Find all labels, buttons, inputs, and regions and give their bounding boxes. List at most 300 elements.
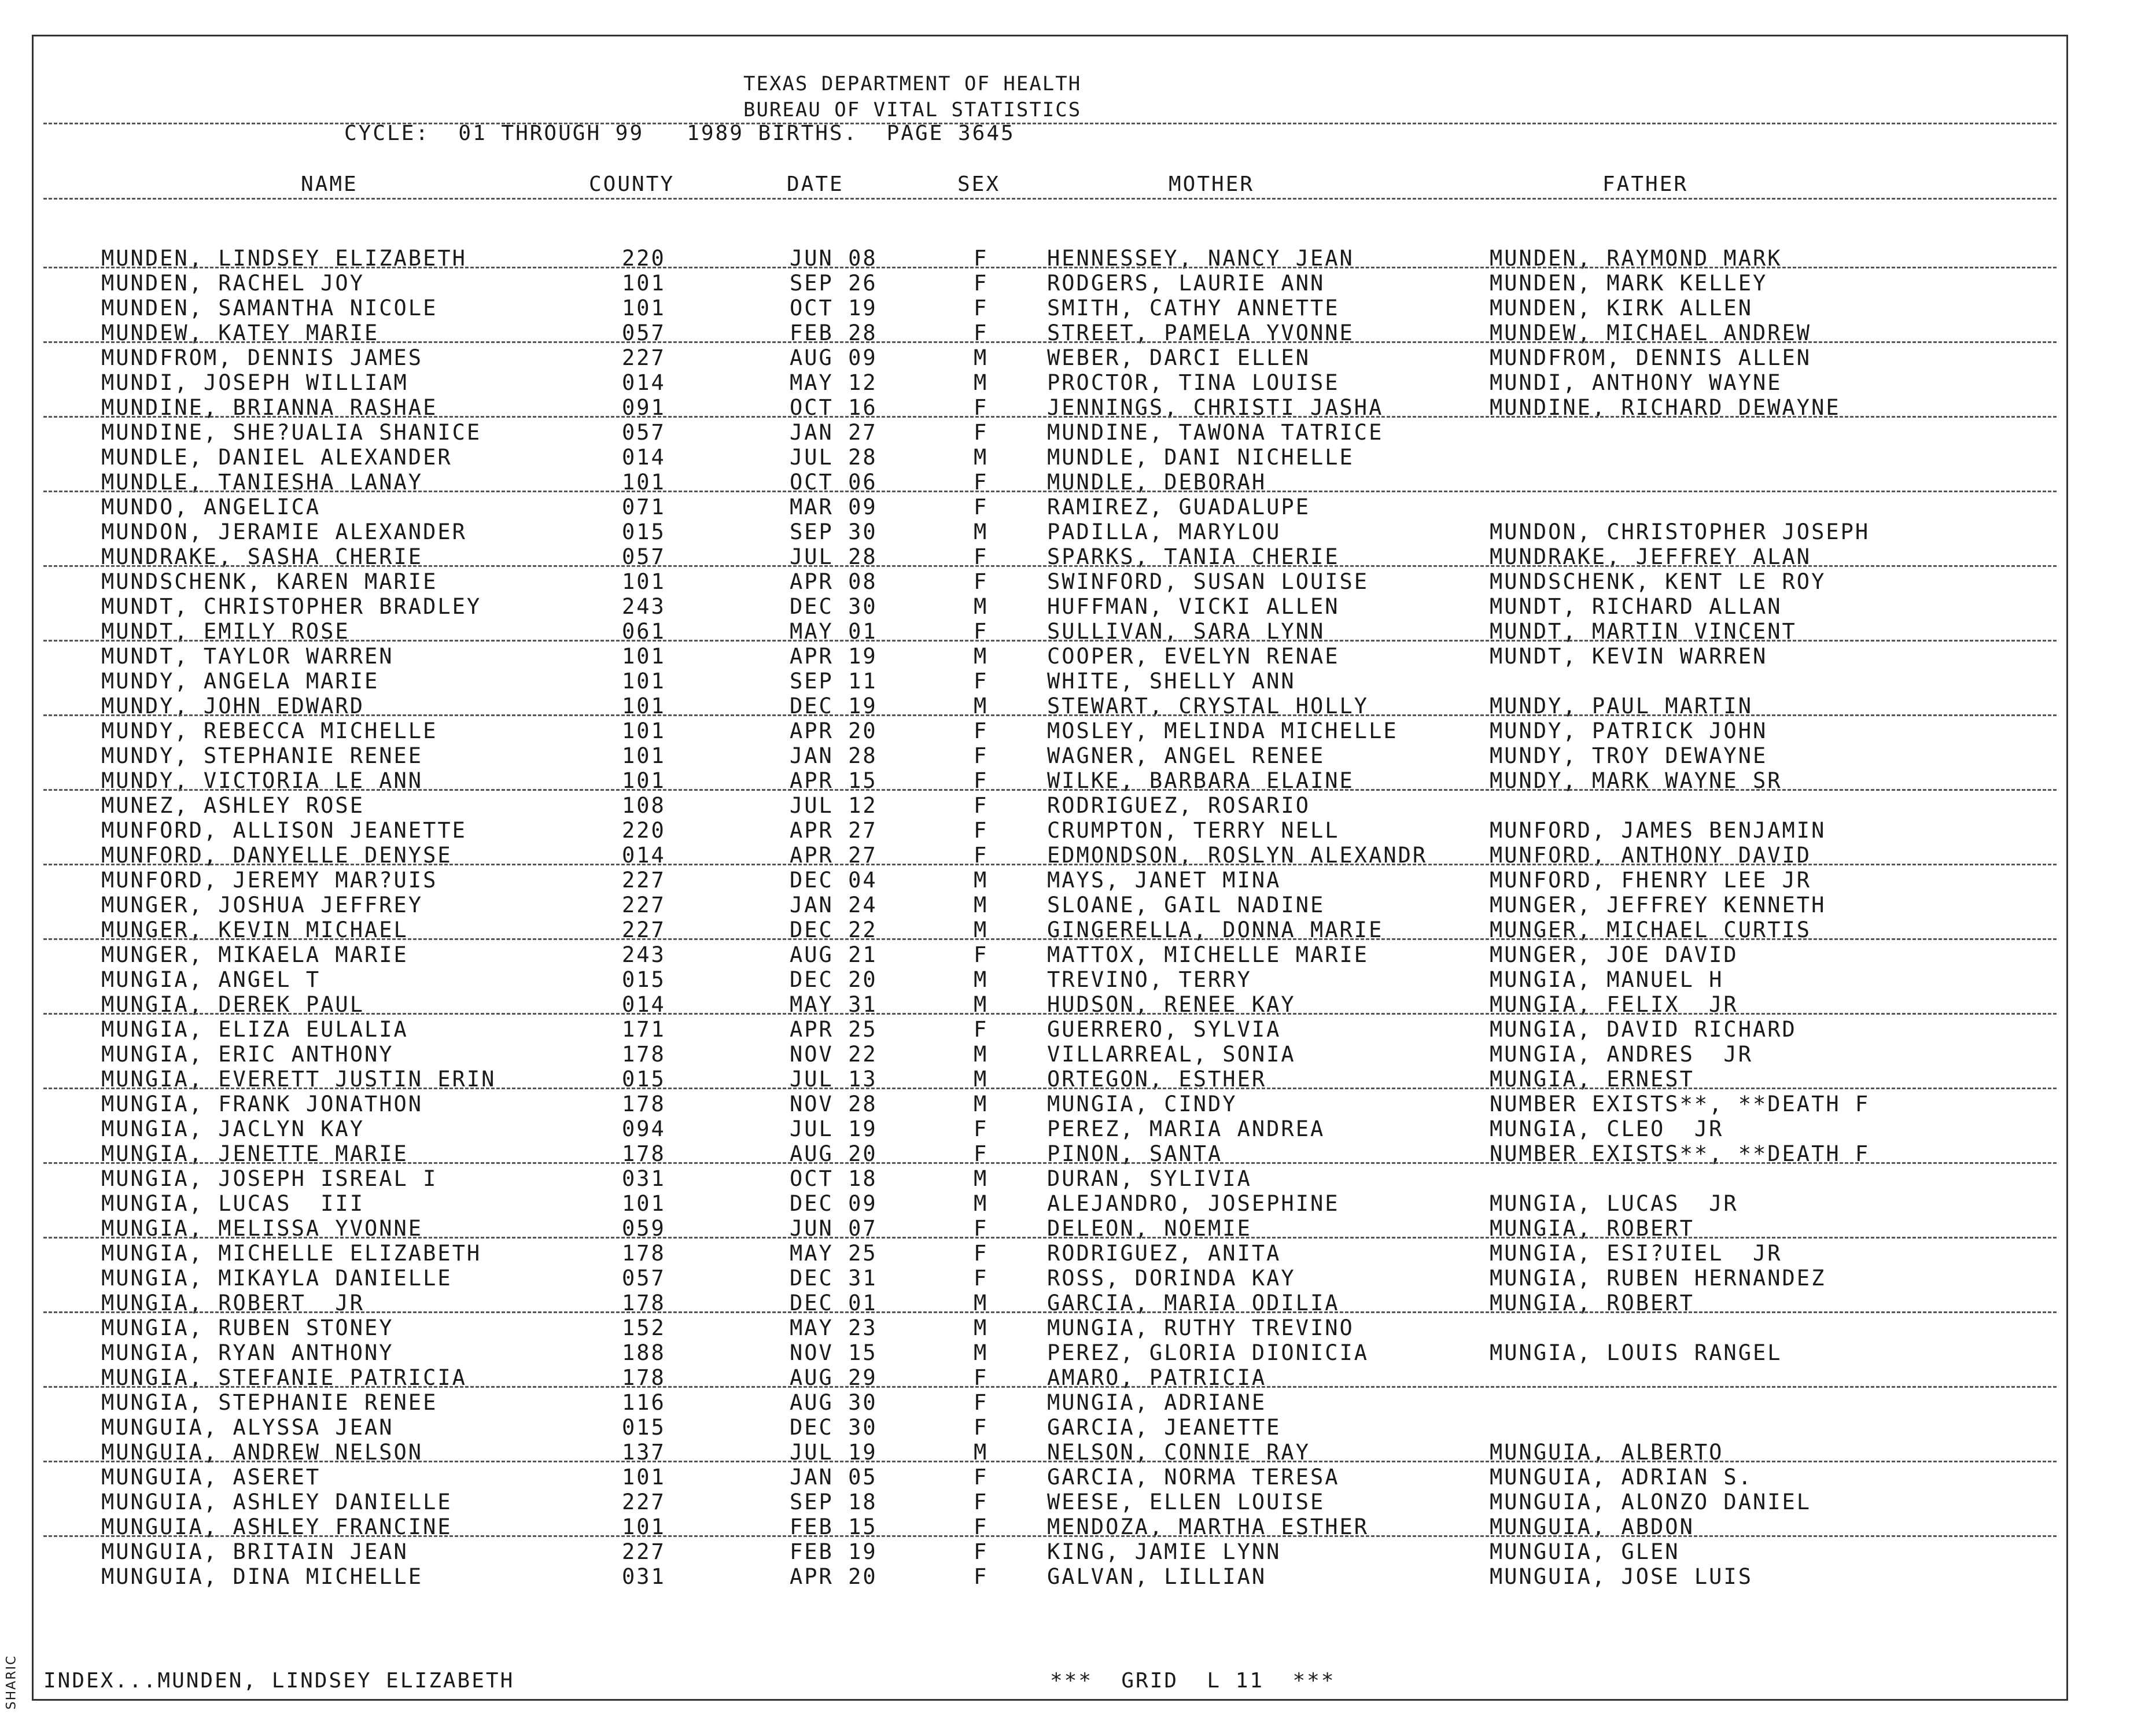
- record-father: MUNGUIA, ALBERTO: [1490, 1440, 1724, 1465]
- record-name: MUNDI, JOSEPH WILLIAM: [101, 370, 408, 395]
- record-name: MUNDY, ANGELA MARIE: [101, 669, 379, 694]
- record-date: SEP 18: [790, 1490, 878, 1514]
- record-date: JUN 07: [790, 1216, 878, 1241]
- record-date: DEC 20: [790, 967, 878, 992]
- bureau-title: BUREAU OF VITAL STATISTICS: [743, 98, 1082, 121]
- record-name: MUNDEW, KATEY MARIE: [101, 320, 379, 345]
- record-county: 014: [622, 445, 666, 470]
- record-name: MUNFORD, JEREMY MAR?UIS: [101, 868, 438, 893]
- record-county: 014: [622, 370, 666, 395]
- record-father: MUNGIA, ROBERT: [1490, 1216, 1694, 1241]
- record-mother: MATTOX, MICHELLE MARIE: [1047, 942, 1369, 967]
- record-county: 071: [622, 495, 666, 519]
- record-mother: SPARKS, TANIA CHERIE: [1047, 544, 1340, 569]
- record-mother: PROCTOR, TINA LOUISE: [1047, 370, 1340, 395]
- record-row: [0, 1415, 2130, 1440]
- record-county: 227: [622, 1490, 666, 1514]
- record-sex: F: [974, 544, 989, 569]
- record-county: 101: [622, 1514, 666, 1539]
- column-header-date: DATE: [787, 172, 844, 196]
- record-mother: WHITE, SHELLY ANN: [1047, 669, 1296, 694]
- record-row: [0, 1241, 2130, 1266]
- record-mother: HENNESSEY, NANCY JEAN: [1047, 246, 1354, 271]
- record-row: [0, 619, 2130, 644]
- column-header-county: COUNTY: [589, 172, 675, 196]
- record-row: [0, 395, 2130, 420]
- record-sex: F: [974, 1490, 989, 1514]
- record-row: [0, 544, 2130, 569]
- record-father: MUNDRAKE, JEFFREY ALAN: [1490, 544, 1812, 569]
- record-county: 061: [622, 619, 666, 644]
- record-row: [0, 345, 2130, 370]
- record-mother: GUERRERO, SYLVIA: [1047, 1017, 1281, 1042]
- record-sex: M: [974, 345, 989, 370]
- record-mother: MUNDLE, DANI NICHELLE: [1047, 445, 1354, 470]
- record-row: [0, 1141, 2130, 1166]
- record-county: 227: [622, 917, 666, 942]
- record-father: MUNDINE, RICHARD DEWAYNE: [1490, 395, 1841, 420]
- record-sex: F: [974, 246, 989, 271]
- record-father: MUNDT, RICHARD ALLAN: [1490, 594, 1782, 619]
- record-name: MUNDLE, DANIEL ALEXANDER: [101, 445, 452, 470]
- record-row: [0, 470, 2130, 495]
- record-mother: GARCIA, JEANETTE: [1047, 1415, 1281, 1440]
- record-county: 101: [622, 768, 666, 793]
- record-date: DEC 30: [790, 594, 878, 619]
- record-father: MUNGIA, LOUIS RANGEL: [1490, 1340, 1782, 1365]
- record-father: MUNGIA, RUBEN HERNANDEZ: [1490, 1266, 1826, 1291]
- record-county: 101: [622, 296, 666, 320]
- record-row: [0, 519, 2130, 544]
- column-header-father: FATHER: [1602, 172, 1689, 196]
- record-sex: F: [974, 619, 989, 644]
- record-mother: HUDSON, RENEE KAY: [1047, 992, 1296, 1017]
- record-father: MUNGIA, DAVID RICHARD: [1490, 1017, 1797, 1042]
- record-county: 015: [622, 1415, 666, 1440]
- record-county: 015: [622, 1067, 666, 1092]
- record-row: [0, 694, 2130, 718]
- record-county: 220: [622, 818, 666, 843]
- record-mother: WILKE, BARBARA ELAINE: [1047, 768, 1354, 793]
- record-sex: M: [974, 917, 989, 942]
- record-sex: F: [974, 1116, 989, 1141]
- record-name: MUNDLE, TANIESHA LANAY: [101, 470, 423, 495]
- record-sex: F: [974, 395, 989, 420]
- record-row: [0, 1291, 2130, 1315]
- record-county: 227: [622, 1539, 666, 1564]
- record-county: 116: [622, 1390, 666, 1415]
- record-father: MUNGER, MICHAEL CURTIS: [1490, 917, 1812, 942]
- record-name: MUNGIA, RYAN ANTHONY: [101, 1340, 394, 1365]
- record-county: 220: [622, 246, 666, 271]
- record-mother: STREET, PAMELA YVONNE: [1047, 320, 1354, 345]
- record-row: [0, 917, 2130, 942]
- record-date: JAN 05: [790, 1465, 878, 1490]
- record-father: MUNDT, KEVIN WARREN: [1490, 644, 1768, 669]
- record-sex: M: [974, 1166, 989, 1191]
- record-date: MAR 09: [790, 495, 878, 519]
- record-sex: M: [974, 1440, 989, 1465]
- record-date: SEP 11: [790, 669, 878, 694]
- record-mother: DURAN, SYLIVIA: [1047, 1166, 1252, 1191]
- record-mother: SMITH, CATHY ANNETTE: [1047, 296, 1340, 320]
- record-sex: M: [974, 594, 989, 619]
- record-county: 015: [622, 519, 666, 544]
- record-mother: KING, JAMIE LYNN: [1047, 1539, 1281, 1564]
- record-sex: M: [974, 1042, 989, 1067]
- record-mother: MAYS, JANET MINA: [1047, 868, 1281, 893]
- record-row: [0, 818, 2130, 843]
- cycle-line: CYCLE: 01 THROUGH 99 1989 BIRTHS. PAGE 3645: [344, 121, 1015, 145]
- record-name: MUNGIA, MELISSA YVONNE: [101, 1216, 423, 1241]
- record-father: MUNDY, TROY DEWAYNE: [1490, 743, 1768, 768]
- record-date: APR 20: [790, 1564, 878, 1589]
- record-sex: F: [974, 1266, 989, 1291]
- record-sex: F: [974, 569, 989, 594]
- record-name: MUNGIA, STEPHANIE RENEE: [101, 1390, 438, 1415]
- record-name: MUNGUIA, ASERET: [101, 1465, 321, 1490]
- side-mark-text: SHARIC: [4, 1654, 19, 1709]
- record-county: 014: [622, 843, 666, 868]
- record-sex: M: [974, 967, 989, 992]
- record-mother: DELEON, NOEMIE: [1047, 1216, 1252, 1241]
- record-date: JAN 28: [790, 743, 878, 768]
- column-header-name: NAME: [301, 172, 358, 196]
- record-mother: MUNDINE, TAWONA TATRICE: [1047, 420, 1384, 445]
- record-mother: JENNINGS, CHRISTI JASHA: [1047, 395, 1384, 420]
- record-sex: M: [974, 868, 989, 893]
- record-father: MUNDY, PAUL MARTIN: [1490, 694, 1753, 718]
- record-name: MUNDINE, BRIANNA RASHAE: [101, 395, 438, 420]
- record-sex: M: [974, 644, 989, 669]
- record-father: MUNDEW, MICHAEL ANDREW: [1490, 320, 1812, 345]
- record-name: MUNDEN, LINDSEY ELIZABETH: [101, 246, 467, 271]
- record-sex: F: [974, 1365, 989, 1390]
- record-county: 101: [622, 669, 666, 694]
- record-sex: M: [974, 519, 989, 544]
- record-row: [0, 1514, 2130, 1539]
- record-name: MUNGIA, JACLYN KAY: [101, 1116, 364, 1141]
- record-name: MUNGIA, JOSEPH ISREAL I: [101, 1166, 438, 1191]
- record-name: MUNGUIA, DINA MICHELLE: [101, 1564, 423, 1589]
- record-father: MUNGUIA, GLEN: [1490, 1539, 1680, 1564]
- record-father: NUMBER EXISTS**, **DEATH F: [1490, 1141, 1870, 1166]
- record-row: [0, 1365, 2130, 1390]
- record-row: [0, 1465, 2130, 1490]
- record-row: [0, 893, 2130, 917]
- record-date: APR 15: [790, 768, 878, 793]
- record-date: NOV 15: [790, 1340, 878, 1365]
- record-sex: F: [974, 718, 989, 743]
- record-row: [0, 967, 2130, 992]
- record-father: MUNGER, JOE DAVID: [1490, 942, 1738, 967]
- record-row: [0, 1315, 2130, 1340]
- record-county: 101: [622, 694, 666, 718]
- record-name: MUNGIA, DEREK PAUL: [101, 992, 364, 1017]
- record-date: MAY 01: [790, 619, 878, 644]
- record-name: MUNDINE, SHE?UALIA SHANICE: [101, 420, 482, 445]
- record-father: MUNFORD, FHENRY LEE JR: [1490, 868, 1812, 893]
- record-father: MUNGUIA, ALONZO DANIEL: [1490, 1490, 1812, 1514]
- record-county: 152: [622, 1315, 666, 1340]
- record-sex: F: [974, 1216, 989, 1241]
- record-sex: F: [974, 1017, 989, 1042]
- record-name: MUNDFROM, DENNIS JAMES: [101, 345, 423, 370]
- record-mother: SWINFORD, SUSAN LOUISE: [1047, 569, 1369, 594]
- record-county: 101: [622, 644, 666, 669]
- record-name: MUNDEN, SAMANTHA NICOLE: [101, 296, 438, 320]
- record-name: MUNDSCHENK, KAREN MARIE: [101, 569, 438, 594]
- record-county: 059: [622, 1216, 666, 1241]
- record-county: 227: [622, 345, 666, 370]
- record-father: MUNDFROM, DENNIS ALLEN: [1490, 345, 1812, 370]
- record-father: MUNGUIA, JOSE LUIS: [1490, 1564, 1753, 1589]
- record-date: DEC 04: [790, 868, 878, 893]
- record-sex: F: [974, 669, 989, 694]
- column-header-divider: [43, 198, 2057, 200]
- record-name: MUNDY, REBECCA MICHELLE: [101, 718, 438, 743]
- record-mother: MOSLEY, MELINDA MICHELLE: [1047, 718, 1398, 743]
- record-mother: ORTEGON, ESTHER: [1047, 1067, 1267, 1092]
- record-name: MUNGIA, ERIC ANTHONY: [101, 1042, 394, 1067]
- record-mother: GARCIA, MARIA ODILIA: [1047, 1291, 1340, 1315]
- record-date: AUG 21: [790, 942, 878, 967]
- record-row: [0, 1340, 2130, 1365]
- record-name: MUNGIA, STEFANIE PATRICIA: [101, 1365, 467, 1390]
- record-sex: F: [974, 1141, 989, 1166]
- record-row: [0, 1067, 2130, 1092]
- record-mother: STEWART, CRYSTAL HOLLY: [1047, 694, 1369, 718]
- record-name: MUNGIA, EVERETT JUSTIN ERIN: [101, 1067, 496, 1092]
- record-row: [0, 1017, 2130, 1042]
- record-row: [0, 370, 2130, 395]
- record-date: DEC 31: [790, 1266, 878, 1291]
- record-sex: F: [974, 1390, 989, 1415]
- record-sex: M: [974, 694, 989, 718]
- record-mother: MUNGIA, ADRIANE: [1047, 1390, 1267, 1415]
- record-date: JUL 19: [790, 1440, 878, 1465]
- record-name: MUNGUIA, ASHLEY DANIELLE: [101, 1490, 452, 1514]
- record-row: [0, 246, 2130, 271]
- record-sex: F: [974, 271, 989, 296]
- record-mother: SLOANE, GAIL NADINE: [1047, 893, 1325, 917]
- record-county: 101: [622, 1191, 666, 1216]
- record-sex: F: [974, 420, 989, 445]
- record-date: APR 27: [790, 818, 878, 843]
- record-row: [0, 445, 2130, 470]
- record-row: [0, 1440, 2130, 1465]
- record-sex: F: [974, 843, 989, 868]
- record-name: MUNGUIA, ALYSSA JEAN: [101, 1415, 394, 1440]
- record-county: 057: [622, 420, 666, 445]
- record-father: MUNDY, MARK WAYNE SR: [1490, 768, 1782, 793]
- record-name: MUNDT, TAYLOR WARREN: [101, 644, 394, 669]
- record-date: APR 25: [790, 1017, 878, 1042]
- record-row: [0, 793, 2130, 818]
- record-father: MUNDT, MARTIN VINCENT: [1490, 619, 1797, 644]
- record-name: MUNGER, JOSHUA JEFFREY: [101, 893, 423, 917]
- record-sex: M: [974, 1092, 989, 1116]
- record-sex: F: [974, 793, 989, 818]
- record-county: 031: [622, 1564, 666, 1589]
- record-row: [0, 594, 2130, 619]
- record-mother: NELSON, CONNIE RAY: [1047, 1440, 1310, 1465]
- record-father: MUNDEN, RAYMOND MARK: [1490, 246, 1782, 271]
- record-sex: M: [974, 1340, 989, 1365]
- record-row: [0, 1216, 2130, 1241]
- record-sex: F: [974, 495, 989, 519]
- record-name: MUNDY, JOHN EDWARD: [101, 694, 364, 718]
- record-sex: F: [974, 818, 989, 843]
- record-date: APR 20: [790, 718, 878, 743]
- record-father: MUNGUIA, ADRIAN S.: [1490, 1465, 1753, 1490]
- record-mother: COOPER, EVELYN RENAE: [1047, 644, 1340, 669]
- record-mother: GALVAN, LILLIAN: [1047, 1564, 1267, 1589]
- record-name: MUNGIA, JENETTE MARIE: [101, 1141, 408, 1166]
- record-mother: ALEJANDRO, JOSEPHINE: [1047, 1191, 1340, 1216]
- record-father: MUNGIA, ESI?UIEL JR: [1490, 1241, 1782, 1266]
- record-mother: PADILLA, MARYLOU: [1047, 519, 1281, 544]
- record-father: MUNDSCHENK, KENT LE ROY: [1490, 569, 1826, 594]
- agency-title: TEXAS DEPARTMENT OF HEALTH: [743, 72, 1082, 95]
- record-mother: GARCIA, NORMA TERESA: [1047, 1465, 1340, 1490]
- record-mother: AMARO, PATRICIA: [1047, 1365, 1267, 1390]
- record-name: MUNFORD, ALLISON JEANETTE: [101, 818, 467, 843]
- record-date: AUG 30: [790, 1390, 878, 1415]
- record-father: MUNGIA, LUCAS JR: [1490, 1191, 1738, 1216]
- record-sex: F: [974, 320, 989, 345]
- record-father: MUNGIA, ERNEST: [1490, 1067, 1694, 1092]
- record-date: APR 08: [790, 569, 878, 594]
- record-date: SEP 30: [790, 519, 878, 544]
- record-county: 101: [622, 470, 666, 495]
- record-date: JUL 12: [790, 793, 878, 818]
- record-row: [0, 669, 2130, 694]
- record-father: NUMBER EXISTS**, **DEATH F: [1490, 1092, 1870, 1116]
- record-father: MUNDON, CHRISTOPHER JOSEPH: [1490, 519, 1870, 544]
- record-sex: F: [974, 1415, 989, 1440]
- record-name: MUNFORD, DANYELLE DENYSE: [101, 843, 452, 868]
- record-county: 178: [622, 1365, 666, 1390]
- record-father: MUNDY, PATRICK JOHN: [1490, 718, 1768, 743]
- record-date: DEC 22: [790, 917, 878, 942]
- record-sex: F: [974, 743, 989, 768]
- column-header-sex: SEX: [957, 172, 1001, 196]
- record-sex: F: [974, 768, 989, 793]
- record-county: 014: [622, 992, 666, 1017]
- record-name: MUNDY, VICTORIA LE ANN: [101, 768, 423, 793]
- record-date: OCT 18: [790, 1166, 878, 1191]
- record-row: [0, 271, 2130, 296]
- record-mother: MENDOZA, MARTHA ESTHER: [1047, 1514, 1369, 1539]
- record-county: 243: [622, 594, 666, 619]
- record-date: NOV 22: [790, 1042, 878, 1067]
- record-father: MUNFORD, ANTHONY DAVID: [1490, 843, 1812, 868]
- record-date: APR 19: [790, 644, 878, 669]
- record-row: [0, 992, 2130, 1017]
- record-county: 057: [622, 544, 666, 569]
- record-sex: F: [974, 1564, 989, 1589]
- record-sex: M: [974, 1315, 989, 1340]
- record-sex: M: [974, 370, 989, 395]
- record-county: 178: [622, 1141, 666, 1166]
- record-sex: F: [974, 470, 989, 495]
- record-name: MUNGIA, MIKAYLA DANIELLE: [101, 1266, 452, 1291]
- record-date: JUL 13: [790, 1067, 878, 1092]
- record-county: 227: [622, 893, 666, 917]
- record-mother: WEESE, ELLEN LOUISE: [1047, 1490, 1325, 1514]
- record-sex: M: [974, 1067, 989, 1092]
- record-name: MUNGIA, MICHELLE ELIZABETH: [101, 1241, 482, 1266]
- record-county: 243: [622, 942, 666, 967]
- record-mother: EDMONDSON, ROSLYN ALEXANDR: [1047, 843, 1428, 868]
- record-sex: M: [974, 893, 989, 917]
- record-row: [0, 644, 2130, 669]
- record-mother: PEREZ, MARIA ANDREA: [1047, 1116, 1325, 1141]
- record-date: APR 27: [790, 843, 878, 868]
- record-county: 015: [622, 967, 666, 992]
- record-date: OCT 16: [790, 395, 878, 420]
- record-row: [0, 495, 2130, 519]
- record-name: MUNDEN, RACHEL JOY: [101, 271, 364, 296]
- record-name: MUNGIA, ROBERT JR: [101, 1291, 364, 1315]
- record-county: 178: [622, 1291, 666, 1315]
- record-date: JAN 24: [790, 893, 878, 917]
- record-name: MUNGER, KEVIN MICHAEL: [101, 917, 408, 942]
- record-mother: RODRIGUEZ, ROSARIO: [1047, 793, 1310, 818]
- record-sex: M: [974, 992, 989, 1017]
- record-sex: F: [974, 1539, 989, 1564]
- record-county: 031: [622, 1166, 666, 1191]
- record-sex: F: [974, 1514, 989, 1539]
- record-row: [0, 843, 2130, 868]
- record-date: OCT 06: [790, 470, 878, 495]
- record-father: MUNGIA, MANUEL H: [1490, 967, 1724, 992]
- record-county: 178: [622, 1241, 666, 1266]
- record-date: DEC 30: [790, 1415, 878, 1440]
- record-county: 091: [622, 395, 666, 420]
- record-date: NOV 28: [790, 1092, 878, 1116]
- record-row: [0, 1490, 2130, 1514]
- record-date: FEB 28: [790, 320, 878, 345]
- record-mother: MUNGIA, RUTHY TREVINO: [1047, 1315, 1354, 1340]
- record-father: MUNGIA, ANDRES JR: [1490, 1042, 1753, 1067]
- record-mother: SULLIVAN, SARA LYNN: [1047, 619, 1325, 644]
- record-date: OCT 19: [790, 296, 878, 320]
- record-father: MUNGIA, FELIX JR: [1490, 992, 1738, 1017]
- record-county: 101: [622, 1465, 666, 1490]
- record-mother: MUNDLE, DEBORAH: [1047, 470, 1267, 495]
- record-sex: F: [974, 1465, 989, 1490]
- record-row: [0, 868, 2130, 893]
- record-father: MUNGER, JEFFREY KENNETH: [1490, 893, 1826, 917]
- record-row: [0, 1116, 2130, 1141]
- record-date: AUG 09: [790, 345, 878, 370]
- record-date: MAY 23: [790, 1315, 878, 1340]
- record-row: [0, 768, 2130, 793]
- record-name: MUNGUIA, ASHLEY FRANCINE: [101, 1514, 452, 1539]
- record-row: [0, 942, 2130, 967]
- record-county: 101: [622, 271, 666, 296]
- record-mother: RODRIGUEZ, ANITA: [1047, 1241, 1281, 1266]
- record-row: [0, 743, 2130, 768]
- record-date: JUL 28: [790, 544, 878, 569]
- record-row: [0, 1042, 2130, 1067]
- record-mother: TREVINO, TERRY: [1047, 967, 1252, 992]
- record-father: MUNDI, ANTHONY WAYNE: [1490, 370, 1782, 395]
- grid-footer: *** GRID L 11 ***: [1050, 1669, 1336, 1693]
- record-county: 188: [622, 1340, 666, 1365]
